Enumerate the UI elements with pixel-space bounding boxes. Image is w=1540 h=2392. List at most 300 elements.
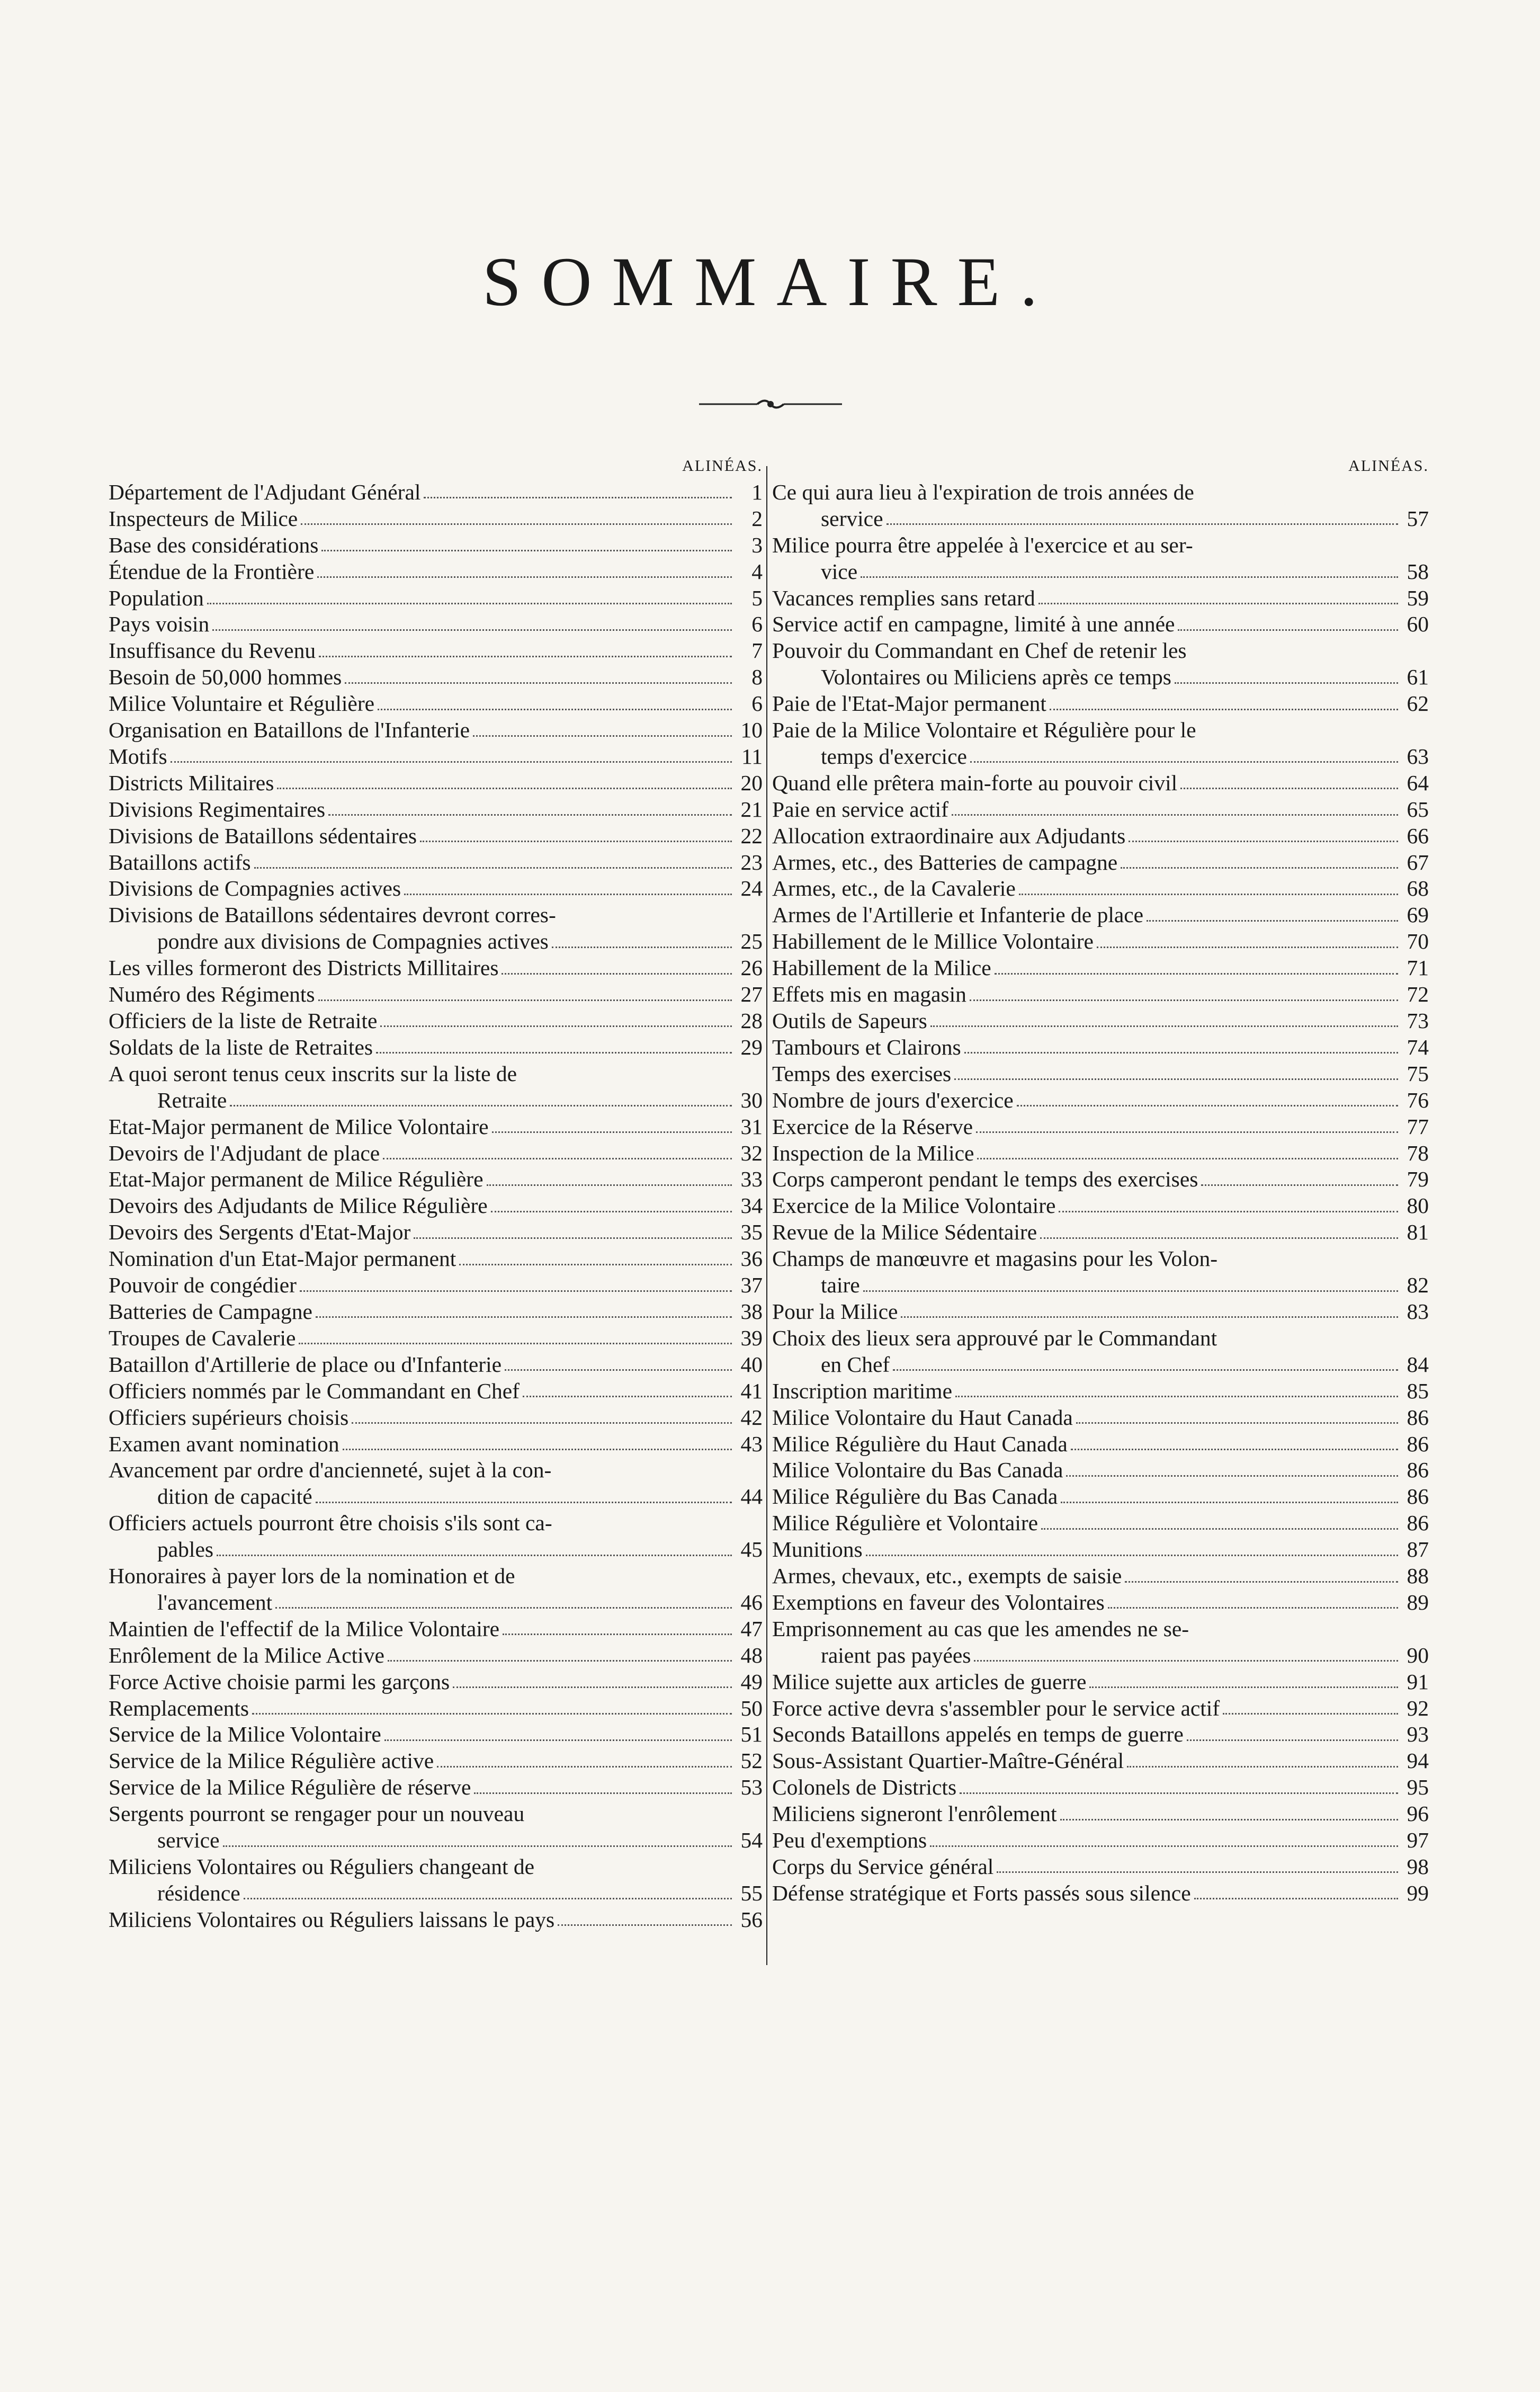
dot-leader xyxy=(318,999,732,1001)
entry-title: Armes, etc., de la Cavalerie xyxy=(772,876,1016,901)
entry-title: Sous-Assistant Quartier-Maître-Général xyxy=(772,1748,1124,1773)
summary-entry xyxy=(772,1166,1429,1193)
summary-entry xyxy=(109,1140,763,1167)
summary-entry xyxy=(109,1034,763,1061)
summary-entry xyxy=(109,1272,763,1299)
paragraph-number: 51 xyxy=(740,1722,763,1747)
entry-title: Effets mis en magasin xyxy=(772,982,966,1007)
paragraph-number: 57 xyxy=(1407,506,1429,531)
entry-title: Nombre de jours d'exercice xyxy=(772,1087,1014,1112)
summary-entry xyxy=(772,981,1429,1008)
dot-leader xyxy=(388,1660,732,1662)
paragraph-number: 67 xyxy=(1407,850,1429,874)
dot-leader xyxy=(319,656,732,657)
summary-entry xyxy=(772,823,1429,850)
paragraph-number: 44 xyxy=(740,1484,763,1509)
paragraph-number: 71 xyxy=(1407,956,1429,980)
entry-line xyxy=(109,770,763,797)
summary-entry xyxy=(772,1140,1429,1167)
paragraph-number: 84 xyxy=(1407,1352,1429,1377)
summary-entry xyxy=(109,1563,763,1616)
paragraph-number: 80 xyxy=(1407,1193,1429,1218)
dot-leader xyxy=(230,1105,732,1106)
dot-leader xyxy=(244,1898,732,1899)
entry-line xyxy=(772,1034,1429,1061)
summary-entry xyxy=(772,1431,1429,1458)
dot-leader xyxy=(930,1845,1398,1847)
entry-line xyxy=(109,506,763,532)
entry-text-first-line: Champs de manœuvre et magasins pour les Volon- xyxy=(772,1246,1218,1271)
paragraph-number: 91 xyxy=(1407,1669,1429,1694)
paragraph-number: 36 xyxy=(740,1246,763,1271)
entry-line xyxy=(772,770,1429,797)
paragraph-number: 68 xyxy=(1407,876,1429,901)
dot-leader xyxy=(505,1369,732,1371)
entry-title: Temps des exercises xyxy=(772,1061,952,1086)
entry-text-first-line: Emprisonnement au cas que les amendes ne se- xyxy=(772,1616,1189,1641)
entry-line xyxy=(109,1008,763,1034)
dot-leader xyxy=(275,1607,732,1609)
paragraph-number: 54 xyxy=(740,1828,763,1853)
entry-line xyxy=(109,1880,763,1907)
summary-entry xyxy=(772,1219,1429,1246)
paragraph-number: 2 xyxy=(751,506,763,531)
dot-leader xyxy=(1194,1898,1398,1899)
entry-title: Corps du Service général xyxy=(772,1854,994,1879)
dot-leader xyxy=(212,629,732,631)
entry-line xyxy=(772,1669,1429,1695)
entry-line xyxy=(109,1405,763,1431)
summary-entry xyxy=(109,1854,763,1907)
entry-title: temps d'exercice xyxy=(821,744,967,769)
entry-line xyxy=(109,611,763,638)
paragraph-number: 32 xyxy=(740,1140,763,1165)
entry-title: Service de la Milice Volontaire xyxy=(109,1722,381,1747)
entry-line xyxy=(109,1643,763,1669)
entry-line xyxy=(109,1378,763,1405)
entry-title: Officiers nommés par le Commandant en Chef xyxy=(109,1378,520,1403)
entry-line xyxy=(109,1484,763,1510)
paragraph-number: 21 xyxy=(740,797,763,822)
entry-title: Officiers supérieurs choisis xyxy=(109,1405,349,1430)
entry-title: l'avancement xyxy=(157,1590,273,1614)
entry-line xyxy=(772,506,1429,532)
entry-title: raient pas payées xyxy=(821,1643,971,1667)
paragraph-number: 31 xyxy=(740,1114,763,1139)
summary-entry xyxy=(109,1405,763,1431)
paragraph-number: 29 xyxy=(740,1034,763,1059)
summary-entry xyxy=(772,1563,1429,1590)
dot-leader xyxy=(1223,1713,1398,1715)
summary-entry xyxy=(772,1537,1429,1563)
paragraph-number: 77 xyxy=(1407,1114,1429,1139)
paragraph-number: 34 xyxy=(740,1193,763,1218)
paragraph-number: 20 xyxy=(740,770,763,795)
dot-leader xyxy=(970,999,1398,1001)
entry-line xyxy=(772,1299,1429,1325)
dot-leader xyxy=(1017,1105,1398,1106)
paragraph-number: 40 xyxy=(740,1352,763,1377)
paragraph-number: 63 xyxy=(1407,744,1429,769)
paragraph-number: 73 xyxy=(1407,1008,1429,1033)
summary-entry xyxy=(109,1616,763,1643)
entry-line xyxy=(109,1246,763,1272)
summary-entry xyxy=(109,1457,763,1510)
entry-text-first-line: Milice pourra être appelée à l'exercice et au ser- xyxy=(772,532,1193,557)
entry-line xyxy=(772,929,1429,955)
entry-line xyxy=(109,1827,763,1854)
entry-title: Département de l'Adjudant Général xyxy=(109,479,421,504)
dot-leader xyxy=(424,497,732,498)
summary-entry xyxy=(109,1114,763,1140)
entry-line xyxy=(772,1774,1429,1801)
paragraph-number: 86 xyxy=(1407,1484,1429,1509)
dot-leader xyxy=(1108,1607,1398,1609)
entry-title: taire xyxy=(821,1273,860,1298)
dot-leader xyxy=(1097,947,1398,948)
entry-line xyxy=(109,1695,763,1722)
column-header-right: ALINÉAS. xyxy=(1348,457,1429,475)
summary-entry xyxy=(109,506,763,532)
entry-line xyxy=(772,1193,1429,1219)
summary-entry xyxy=(772,1748,1429,1774)
dot-leader xyxy=(970,761,1398,763)
entry-title: Milice Régulière du Bas Canada xyxy=(772,1484,1058,1509)
paragraph-number: 79 xyxy=(1407,1167,1429,1192)
entry-title: Besoin de 50,000 hommes xyxy=(109,665,342,690)
entry-text-first-line: Avancement par ordre d'ancienneté, sujet à la con- xyxy=(109,1458,552,1483)
paragraph-number: 10 xyxy=(740,718,763,743)
dot-leader xyxy=(384,1739,732,1741)
entry-text-first-line: A quoi seront tenus ceux inscrits sur la liste de xyxy=(109,1061,517,1086)
paragraph-number: 82 xyxy=(1407,1273,1429,1298)
entry-title: Force active devra s'assembler pour le service actif xyxy=(772,1695,1220,1720)
ornament-divider xyxy=(699,396,842,412)
dot-leader xyxy=(352,1422,732,1424)
summary-entry xyxy=(109,1695,763,1722)
dot-leader xyxy=(321,550,732,551)
paragraph-number: 90 xyxy=(1407,1643,1429,1667)
summary-entry xyxy=(109,1061,763,1114)
summary-entry xyxy=(772,1854,1429,1880)
summary-entry xyxy=(772,1721,1429,1748)
dot-leader xyxy=(1175,682,1398,684)
paragraph-number: 92 xyxy=(1407,1695,1429,1720)
summary-entry xyxy=(109,1219,763,1246)
entry-line xyxy=(109,1114,763,1140)
entry-line xyxy=(772,876,1429,902)
dot-leader xyxy=(960,1792,1398,1794)
paragraph-number: 50 xyxy=(740,1695,763,1720)
summary-entry xyxy=(109,1774,763,1801)
entry-line xyxy=(772,1166,1429,1193)
entry-text-first-line: Officiers actuels pourront être choisis s'ils sont ca- xyxy=(109,1511,552,1536)
paragraph-number: 72 xyxy=(1407,982,1429,1007)
entry-line xyxy=(109,929,763,955)
entry-title: Service de la Milice Régulière active xyxy=(109,1748,434,1773)
entry-title: Armes, chevaux, etc., exempts de saisie xyxy=(772,1564,1122,1588)
paragraph-number: 74 xyxy=(1407,1034,1429,1059)
summary-entry xyxy=(109,1748,763,1774)
entry-line xyxy=(109,638,763,664)
entry-line xyxy=(109,1299,763,1325)
entry-line xyxy=(772,955,1429,981)
paragraph-number: 86 xyxy=(1407,1458,1429,1483)
summary-entry xyxy=(772,1457,1429,1484)
summary-entry xyxy=(109,797,763,823)
entry-title: Batteries de Campagne xyxy=(109,1299,312,1324)
dot-leader xyxy=(414,1237,732,1239)
paragraph-number: 5 xyxy=(751,585,763,610)
entry-title: Milice sujette aux articles de guerre xyxy=(772,1669,1087,1694)
entry-title: Maintien de l'effectif de la Milice Volontaire xyxy=(109,1616,500,1641)
dot-leader xyxy=(376,1052,732,1054)
entry-title: Quand elle prêtera main-forte au pouvoir civil xyxy=(772,770,1178,795)
entry-title: Paie de l'Etat-Major permanent xyxy=(772,691,1046,716)
paragraph-number: 26 xyxy=(740,956,763,980)
entry-line xyxy=(109,981,763,1008)
dot-leader xyxy=(1060,1819,1398,1820)
summary-entry xyxy=(109,1510,763,1563)
paragraph-number: 85 xyxy=(1407,1378,1429,1403)
entry-title: Pour la Milice xyxy=(772,1299,898,1324)
paragraph-number: 98 xyxy=(1407,1854,1429,1879)
dot-leader xyxy=(317,576,732,578)
paragraph-number: 38 xyxy=(740,1299,763,1324)
entry-line xyxy=(772,1219,1429,1246)
entry-title: Milice Régulière et Volontaire xyxy=(772,1511,1038,1536)
paragraph-number: 4 xyxy=(751,559,763,584)
dot-leader xyxy=(523,1396,732,1397)
summary-entry xyxy=(109,691,763,717)
summary-entry xyxy=(772,1087,1429,1114)
dot-leader xyxy=(1061,1502,1398,1503)
entry-title: en Chef xyxy=(821,1352,890,1377)
entry-line xyxy=(109,532,763,559)
dot-leader xyxy=(974,1660,1398,1662)
entry-line xyxy=(772,1854,1429,1880)
entry-title: Numéro des Régiments xyxy=(109,982,315,1007)
entry-title: service xyxy=(157,1828,220,1853)
entry-line xyxy=(109,664,763,691)
summary-entry xyxy=(772,1114,1429,1140)
entry-line xyxy=(772,1880,1429,1907)
summary-entry xyxy=(109,876,763,902)
entry-title: Officiers de la liste de Retraite xyxy=(109,1008,378,1033)
paragraph-number: 27 xyxy=(740,982,763,1007)
summary-entry xyxy=(109,559,763,585)
dot-leader xyxy=(977,1158,1398,1159)
dot-leader xyxy=(437,1766,732,1768)
dot-leader xyxy=(343,1449,732,1450)
dot-leader xyxy=(1019,894,1398,895)
dot-leader xyxy=(1127,1766,1398,1768)
dot-leader xyxy=(277,788,732,789)
entry-title: résidence xyxy=(157,1880,240,1905)
summary-entry xyxy=(772,1510,1429,1537)
paragraph-number: 45 xyxy=(740,1537,763,1562)
dot-leader xyxy=(954,1078,1398,1080)
dot-leader xyxy=(299,1343,732,1344)
dot-leader xyxy=(1041,1528,1398,1530)
summary-entry xyxy=(109,770,763,797)
entry-title: Divisions Regimentaires xyxy=(109,797,326,822)
entry-line xyxy=(772,1801,1429,1827)
entry-text-first-line: Paie de la Milice Volontaire et Régulière pour le xyxy=(772,718,1196,743)
summary-entry xyxy=(772,1193,1429,1219)
dot-leader xyxy=(1129,841,1398,842)
entry-line xyxy=(109,1616,763,1643)
summary-entry xyxy=(772,955,1429,981)
paragraph-number: 1 xyxy=(751,479,763,504)
dot-leader xyxy=(901,1316,1398,1318)
entry-line xyxy=(109,1352,763,1378)
paragraph-number: 94 xyxy=(1407,1748,1429,1773)
column-divider xyxy=(766,466,767,1965)
summary-entry xyxy=(772,902,1429,929)
paragraph-number: 87 xyxy=(1407,1537,1429,1562)
dot-leader xyxy=(378,709,732,710)
entry-title: Miliciens signeront l'enrôlement xyxy=(772,1801,1057,1826)
column-header-left: ALINÉAS. xyxy=(682,457,763,475)
entry-line xyxy=(772,1695,1429,1722)
summary-entry xyxy=(772,929,1429,955)
entry-line xyxy=(109,1272,763,1299)
entry-line xyxy=(772,981,1429,1008)
entry-title: Habillement de la Milice xyxy=(772,956,991,980)
dot-leader xyxy=(459,1264,732,1265)
paragraph-number: 99 xyxy=(1407,1880,1429,1905)
paragraph-number: 42 xyxy=(740,1405,763,1430)
paragraph-number: 47 xyxy=(740,1616,763,1641)
entry-line xyxy=(109,1537,763,1563)
summary-entry xyxy=(109,585,763,612)
entry-title: Pouvoir de congédier xyxy=(109,1273,297,1298)
entry-line xyxy=(772,850,1429,876)
entry-text-first-line: Honoraires à payer lors de la nomination et de xyxy=(109,1564,515,1588)
dot-leader xyxy=(380,1025,732,1027)
dot-leader xyxy=(404,894,732,895)
summary-entry xyxy=(109,664,763,691)
summary-entry xyxy=(109,902,763,955)
entry-title: Miliciens Volontaires ou Réguliers laissans le pays xyxy=(109,1907,555,1932)
entry-line xyxy=(109,1140,763,1167)
entry-text-first-line: Ce qui aura lieu à l'expiration de trois années de xyxy=(772,479,1194,504)
entry-line xyxy=(772,1721,1429,1748)
entry-line xyxy=(109,1774,763,1801)
paragraph-number: 48 xyxy=(740,1643,763,1667)
dot-leader xyxy=(345,682,732,684)
entry-title: Les villes formeront des Districts Millitaires xyxy=(109,956,499,980)
dot-leader xyxy=(1066,1475,1398,1477)
paragraph-number: 33 xyxy=(740,1167,763,1192)
entry-line xyxy=(772,902,1429,929)
paragraph-number: 43 xyxy=(740,1431,763,1456)
entry-title: vice xyxy=(821,559,858,584)
entry-line xyxy=(772,823,1429,850)
summary-entry xyxy=(109,1801,763,1854)
entry-line xyxy=(109,823,763,850)
dot-leader xyxy=(1180,788,1398,789)
entry-title: Corps camperont pendant le temps des exercises xyxy=(772,1167,1198,1192)
dot-leader xyxy=(995,973,1398,975)
dot-leader xyxy=(328,814,732,816)
entry-title: Enrôlement de la Milice Active xyxy=(109,1643,384,1667)
dot-leader xyxy=(1201,1184,1398,1186)
summary-entry xyxy=(772,611,1429,638)
entry-title: Devoirs des Adjudants de Milice Régulière xyxy=(109,1193,488,1218)
paragraph-number: 70 xyxy=(1407,929,1429,954)
entry-title: Etat-Major permanent de Milice Régulière xyxy=(109,1167,484,1192)
dot-leader xyxy=(492,1131,732,1133)
summary-entry xyxy=(772,1590,1429,1616)
entry-title: Troupes de Cavalerie xyxy=(109,1325,296,1350)
paragraph-number: 61 xyxy=(1407,665,1429,690)
entry-line xyxy=(772,1563,1429,1590)
summary-entry xyxy=(772,1484,1429,1510)
entry-title: Inspection de la Milice xyxy=(772,1140,974,1165)
dot-leader xyxy=(1038,603,1398,604)
dot-leader xyxy=(1125,1581,1398,1583)
entry-line xyxy=(772,1484,1429,1510)
entry-title: service xyxy=(821,506,883,531)
paragraph-number: 41 xyxy=(740,1378,763,1403)
paragraph-number: 96 xyxy=(1407,1801,1429,1826)
entry-title: Colonels de Districts xyxy=(772,1775,957,1800)
entry-line xyxy=(772,691,1429,717)
dot-leader xyxy=(552,947,732,948)
summary-entry xyxy=(109,1325,763,1352)
summary-entry xyxy=(772,1246,1429,1299)
dot-leader xyxy=(861,576,1398,578)
paragraph-number: 3 xyxy=(751,532,763,557)
entry-title: Base des considérations xyxy=(109,532,319,557)
dot-leader xyxy=(383,1158,732,1159)
entry-line xyxy=(772,1510,1429,1537)
paragraph-number: 83 xyxy=(1407,1299,1429,1324)
dot-leader xyxy=(866,1555,1398,1556)
summary-entry xyxy=(772,585,1429,612)
entry-title: Organisation en Bataillons de l'Infanterie xyxy=(109,718,470,743)
entry-line xyxy=(109,876,763,902)
summary-entry xyxy=(109,1643,763,1669)
summary-entry xyxy=(772,1880,1429,1907)
entry-title: Divisions de Compagnies actives xyxy=(109,876,401,901)
dot-leader xyxy=(1076,1422,1398,1424)
summary-entry xyxy=(772,717,1429,770)
entry-title: Milice Volontaire du Bas Canada xyxy=(772,1458,1063,1483)
entry-line xyxy=(109,1193,763,1219)
entry-title: Soldats de la liste de Retraites xyxy=(109,1034,373,1059)
entry-line xyxy=(772,1537,1429,1563)
entry-line xyxy=(772,1008,1429,1034)
entry-title: Habillement de le Millice Volontaire xyxy=(772,929,1094,954)
entry-title: Seconds Bataillons appelés en temps de guerre xyxy=(772,1722,1184,1747)
summary-entry xyxy=(772,1299,1429,1325)
paragraph-number: 22 xyxy=(740,823,763,848)
entry-title: Service actif en campagne, limité à une année xyxy=(772,612,1175,637)
dot-leader xyxy=(997,1871,1398,1873)
summary-entry xyxy=(109,850,763,876)
dot-leader xyxy=(952,814,1398,816)
dot-leader xyxy=(254,867,732,869)
entry-title: dition de capacité xyxy=(157,1484,312,1509)
summary-entry xyxy=(772,1695,1429,1722)
entry-title: Armes de l'Artillerie et Infanterie de place xyxy=(772,903,1144,927)
paragraph-number: 52 xyxy=(740,1748,763,1773)
entry-line xyxy=(109,1907,763,1933)
entry-line xyxy=(109,585,763,612)
